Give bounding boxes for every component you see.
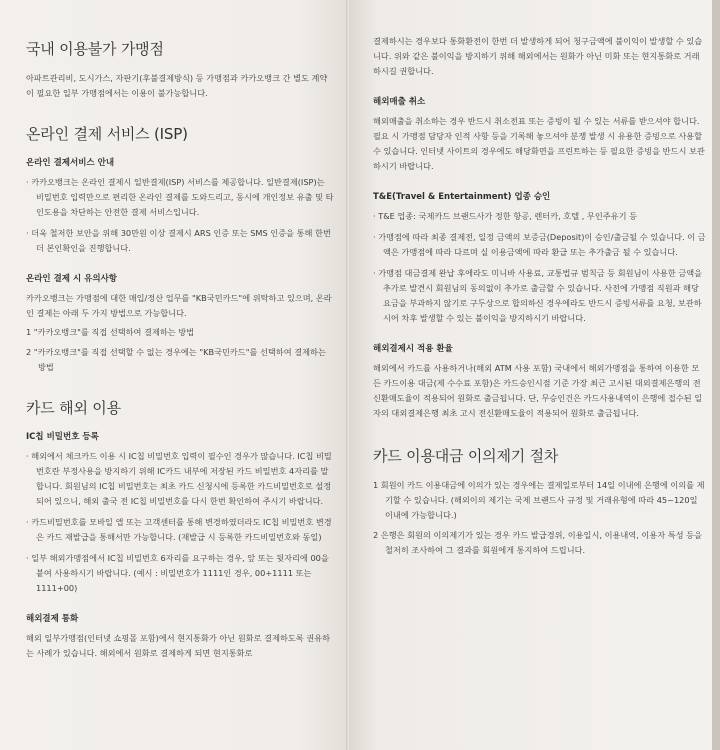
- isp-bullet: · 더욱 철저한 보안을 위해 30만원 이상 결제시 ARS 인증 또는 SMS 인증을 통해 한번 더 본인확인을 진행합니다.: [26, 228, 331, 253]
- subheading-overseas-cancel: 해외매출 취소: [373, 97, 426, 107]
- overseas-currency-body: 해외 일부가맹점(인터넷 쇼핑몰 포함)에서 현지통화가 아닌 원화로 결제하도록 권유하는 사례가 있습니다. 해외에서 원화로 결제하게 되면 현지통화로: [26, 633, 331, 658]
- domestic-restricted-body: 아파트관리비, 도시가스, 자판기(후불결제방식) 등 가맹점과 카카오뱅크 간 별도 계약이 필요한 일부 가맹점에서는 이용이 불가능합니다.: [26, 73, 328, 98]
- te-bullet: · 가맹점 대금결제 완납 후에라도 미니바 사용료, 교통법규 범칙금 등 회원님이 사용한 금액을 추가로 발견시 회원님의 동의없이 추가로 출금할 수 있습니다. 사전에 가맹점 직원과 해당 요금을 부과하지 않기로 구두상으로 합의하신 경우에라도 반드시 증빙서류를 요청, 보관하시어 차후 발생할 수 있는 불이익을 방지하시기 바랍니다.: [373, 268, 703, 323]
- section-title-online-isp: 온라인 결제 서비스 (ISP): [26, 125, 188, 143]
- subheading-online-notice: 온라인 결제 시 유의사항: [26, 274, 117, 284]
- isp-bullet: · 카카오뱅크는 온라인 결제시 일반결제(ISP) 서비스를 제공합니다. 일반결제(ISP)는 비밀번호 입력만으로 편리한 온라인 결제를 도와드리고, 동시에 개인정보 유출 및 타인도용을 차단하는 안전한 결제 서비스입니다.: [26, 177, 334, 217]
- subheading-isp-guide: 온라인 결제서비스 안내: [26, 158, 115, 168]
- ic-pin-bullet: · 일부 해외가맹점에서 IC칩 비밀번호 6자리를 요구하는 경우, 앞 또는 뒷자리에 00을 붙여 사용하시기 바랍니다. (예시 : 비밀번호가 1111인 경우, 00+1111 또는 1111+00): [26, 553, 329, 593]
- ic-pin-bullet: · 카드비밀번호를 모바일 앱 또는 고객센터를 통해 변경하였더라도 IC칩 비밀번호 변경은 카드 재발급을 통해서만 가능합니다. (재발급 시 등록한 카드비밀번호와 동일): [26, 517, 332, 542]
- section-title-domestic-restricted: 국내 이용불가 가맹점: [26, 40, 164, 58]
- exchange-rate-body: 해외에서 카드를 사용하거나(해외 ATM 사용 포함) 국내에서 해외가맹점을 통하여 이용한 모든 카드이용 대금(제 수수료 포함)은 카드승인시점 기준 가장 최근 고시된 대외결제은행의 전신환매도율이 적용되어 원화로 출금됩니다. 단, 무승인건은 카드사용내역이 은행에 접수된 일자의 대외결제은행 최초 고시 전신환매도율이 적용되어 원화로 출금됩니다.: [373, 363, 703, 418]
- overseas-currency-body-cont: 결제하시는 경우보다 통화환전이 한번 더 발생하게 되어 청구금액에 불이익이 발생할 수 있습니다. 위와 같은 불이익을 방지하기 위해 해외에서는 원화가 아닌 미화 또는 현지통화로 거래하시길 권합니다.: [373, 36, 703, 76]
- overseas-cancel-body: 해외매출을 취소하는 경우 반드시 취소전표 또는 증빙이 될 수 있는 서류를 받으셔야 합니다. 필요 시 가맹점 담당자 인적 사항 등을 기록해 놓으셔야 분쟁 발생 시 유용한 증빙으로 사용할 수 있습니다. 인터넷 사이트의 경우에도 해당화면을 프린트하는 등 필요한 증빙을 반드시 보관하시기 바랍니다.: [373, 116, 705, 171]
- online-method-item: 1 "카카오뱅크"를 직접 선택하여 결제하는 방법: [26, 327, 195, 337]
- te-bullet: · 가맹점에 따라 최종 결제전, 일정 금액의 보증금(Deposit)이 승인/출금될 수 있습니다. 이 금액은 가맹점에 따라 다르며 실 이용금액에 따라 환급 또는 추가출금 될 수 있습니다.: [373, 232, 706, 257]
- subheading-te-approval: T&E(Travel & Entertainment) 업종 승인: [373, 192, 551, 202]
- subheading-overseas-currency: 해외결제 통화: [26, 614, 79, 624]
- ic-pin-bullet: · 해외에서 체크카드 이용 시 IC칩 비밀번호 입력이 필수인 경우가 많습니다. IC칩 비밀번호란 부정사용을 방지하기 위해 IC카드 내부에 저장된 카드 비밀번호 4자리를 말합니다. 회원님의 IC칩 비밀번호는 최초 카드 신청시에 등록한 카드비밀번호로 설정되어 있으니, 해외 출국 전 IC칩 비밀번호를 다시 한번 확인하여 주시기 바랍니다.: [26, 451, 332, 506]
- left-page: [0, 0, 349, 750]
- section-title-overseas-use: 카드 해외 이용: [26, 399, 121, 417]
- te-bullet: · T&E 업종: 국제카드 브랜드사가 정한 항공, 렌터카, 호텔 , 무인주유기 등: [373, 211, 637, 221]
- subheading-ic-pin: IC칩 비밀번호 등록: [26, 432, 99, 442]
- dispute-item: 2 은행은 회원의 이의제기가 있는 경우 카드 발급경위, 이용일시, 이용내역, 이용자 특성 등을 철저히 조사하여 그 결과를 회원에게 통지하여 드립니다.: [373, 530, 702, 555]
- subheading-exchange-rate: 해외결제시 적용 환율: [373, 344, 453, 354]
- online-notice-body: 카카오뱅크는 가맹점에 대한 매입/정산 업무를 "KB국민카드"에 위탁하고 있으며, 온라인 결제는 아래 두 가지 방법으로 가능합니다.: [26, 293, 332, 318]
- section-title-dispute: 카드 이용대금 이의제기 절차: [373, 447, 559, 465]
- right-page: [349, 0, 720, 750]
- dispute-item: 1 회원이 카드 이용대금에 이의가 있는 경우에는 결제일로부터 14일 이내에 은행에 이의를 제기할 수 있습니다. (해외이의 제기는 국제 브랜드사 규정 및 거래유형에 따라 45~120일 이내에 가능합니다.): [373, 480, 705, 520]
- online-method-item: 2 "카카오뱅크"를 직접 선택할 수 없는 경우에는 "KB국민카드"를 선택하여 결제하는 방법: [26, 347, 326, 372]
